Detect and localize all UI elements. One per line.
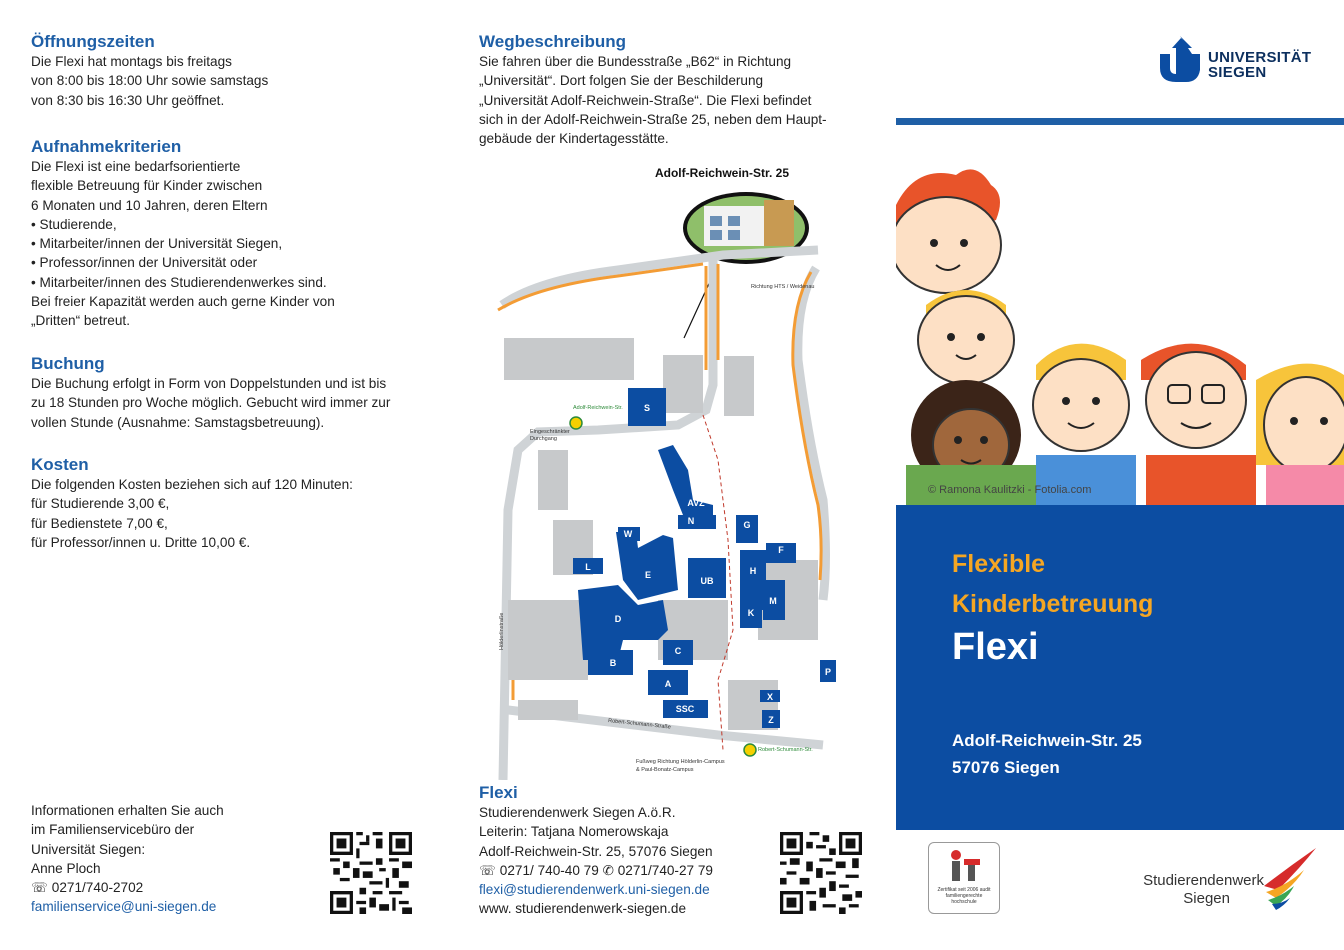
university-logo-icon	[1158, 36, 1202, 82]
criteria-line: Bei freier Kapazität werden auch gerne Kinder von	[31, 294, 335, 310]
info-line: Informationen erhalten Sie auch	[31, 803, 224, 818]
university-logo-text: UNIVERSITÄT	[1208, 49, 1312, 66]
criteria-bullet: • Mitarbeiter/innen des Studierendenwerkes sind.	[31, 273, 431, 292]
building-label: X	[766, 692, 774, 702]
costs-line: Die folgenden Kosten beziehen sich auf 120 Minuten:	[31, 477, 353, 492]
criteria-bullet: • Studierende,	[31, 215, 431, 234]
studierendenwerk-logo	[1134, 872, 1264, 908]
building-label: G	[743, 520, 751, 530]
footpath-label: & Paul-Bonatz-Campus	[636, 767, 694, 773]
children-illustration	[896, 165, 1344, 505]
booking-line: vollen Stunde (Ausnahme: Samstagsbetreuung).	[31, 414, 325, 430]
criteria-section	[31, 137, 431, 331]
map-door-label: Eingeschränkter	[530, 429, 570, 435]
building-label: E	[644, 570, 652, 580]
building-label: W	[623, 529, 633, 539]
criteria-line: Die Flexi ist eine bedarfsorientierte	[31, 159, 241, 174]
address-city: 57076 Siegen	[952, 758, 1060, 777]
costs-line: für Professor/innen u. Dritte 10,00 €.	[31, 534, 251, 550]
costs-line: für Bedienstete 7,00 €,	[31, 515, 168, 531]
panel-left	[0, 0, 448, 950]
address-street: Adolf-Reichwein-Str. 25	[952, 731, 1142, 750]
building-label: F	[778, 545, 784, 555]
directions-line: gebäude der Kindertagesstätte.	[479, 131, 669, 147]
bus-stop-icon	[570, 417, 582, 429]
qr-code-familienservice	[330, 832, 412, 914]
directions-line: „Universität Adolf-Reichwein-Straße“. Die Flexi befindet	[479, 92, 812, 108]
building-label: SSC	[675, 704, 695, 714]
building-label: AVZ	[687, 498, 705, 508]
opening-hours-section	[31, 32, 431, 110]
info-line: Anne Ploch	[31, 860, 101, 876]
building-label: D	[614, 614, 622, 624]
booking-line: zu 18 Stunden pro Woche möglich. Gebucht wird immer zur	[31, 395, 391, 411]
directions-section	[479, 32, 889, 148]
flexi-email-link[interactable]: flexi@studierendenwerk.uni-siegen.de	[479, 882, 710, 898]
building-label: M	[769, 596, 777, 606]
opening-line: Die Flexi hat montags bis freitags	[31, 54, 232, 69]
building-label: P	[824, 667, 832, 677]
studierendenwerk-logo-text: Siegen	[1183, 890, 1230, 907]
street-label: Hölderlinstraße	[499, 612, 505, 650]
flexi-contact-line: Leiterin: Tatjana Nomerowskaja	[479, 824, 669, 840]
criteria-list	[31, 215, 431, 292]
building-label: Z	[768, 715, 774, 725]
building-label: L	[585, 562, 591, 572]
subtitle-flexible: Flexible	[952, 550, 1046, 578]
bus-stop-icon	[744, 744, 756, 756]
panel-cover	[896, 0, 1344, 950]
title-panel	[896, 505, 1344, 830]
street-label: Robert-Schumann-Straße	[607, 718, 672, 731]
university-logo	[1158, 36, 1318, 86]
photo-credit: © Ramona Kaulitzki - Fotolia.com	[928, 484, 1092, 496]
booking-title: Buchung	[31, 354, 105, 373]
costs-title: Kosten	[31, 455, 89, 474]
audit-badge-text: Zertifikat seit 2006 audit familiengerechte hochschule	[937, 887, 991, 905]
building-label: K	[747, 608, 755, 618]
flexi-contact-line: Adolf-Reichwein-Str. 25, 57076 Siegen	[479, 843, 713, 859]
building-label: N	[687, 516, 695, 526]
studierendenwerk-logo-text: Studierendenwerk	[1143, 872, 1264, 889]
qr-code-studierendenwerk	[780, 832, 862, 914]
info-line: Universität Siegen:	[31, 841, 146, 857]
flexi-contact-section	[479, 783, 779, 919]
accent-bar	[896, 118, 1344, 125]
criteria-line: 6 Monaten und 10 Jahren, deren Eltern	[31, 197, 268, 213]
campus-map	[478, 160, 858, 780]
building-label: A	[664, 679, 672, 689]
directions-title: Wegbeschreibung	[479, 32, 627, 51]
criteria-bullet: • Professor/innen der Universität oder	[31, 253, 431, 272]
flexi-contact-line: Studierendenwerk Siegen A.ö.R.	[479, 805, 676, 820]
audit-logo-icon	[944, 849, 984, 883]
building-label: UB	[700, 576, 714, 586]
flexi-web-link[interactable]: www. studierendenwerk-siegen.de	[479, 901, 687, 917]
map-direction-label: Richtung HTS / Weidenau	[751, 284, 815, 290]
criteria-bullet: • Mitarbeiter/innen der Universität Siegen,	[31, 234, 431, 253]
building-label: B	[609, 658, 617, 668]
footpath-label: Fußweg Richtung Hölderlin-Campus	[636, 759, 725, 765]
costs-line: für Studierende 3,00 €,	[31, 496, 170, 512]
main-title: Flexi	[952, 626, 1039, 668]
criteria-line: „Dritten“ betreut.	[31, 313, 130, 329]
info-section	[31, 801, 291, 917]
directions-line: „Universität“. Dort folgen Sie der Beschilderung	[479, 73, 764, 89]
flexi-contact-title: Flexi	[479, 783, 518, 802]
bus-stop-label: Adolf-Reichwein-Str.	[573, 405, 623, 411]
building-label: H	[749, 566, 757, 576]
opening-line: von 8:00 bis 18:00 Uhr sowie samstags	[31, 73, 269, 89]
opening-line: von 8:30 bis 16:30 Uhr geöffnet.	[31, 92, 225, 108]
info-line: im Familienservicebüro der	[31, 822, 195, 838]
info-phone: ☏ 0271/740-2702	[31, 880, 144, 896]
panel-middle	[448, 0, 896, 950]
building-label: C	[674, 646, 682, 656]
costs-section	[31, 455, 431, 552]
map-door-label: Durchgang	[530, 436, 557, 442]
flexi-phone: ☏ 0271/ 740-40 79 ✆ 0271/740-27 79	[479, 862, 713, 878]
map-heading: Adolf-Reichwein-Str. 25	[654, 166, 790, 180]
directions-line: Sie fahren über die Bundesstraße „B62“ in Richtung	[479, 54, 792, 69]
opening-hours-title: Öffnungszeiten	[31, 32, 155, 51]
booking-line: Die Buchung erfolgt in Form von Doppelstunden und ist bis	[31, 376, 387, 391]
bus-stop-label: Robert-Schumann-Str.	[758, 747, 813, 753]
university-logo-text: SIEGEN	[1208, 64, 1267, 81]
info-email-link[interactable]: familienservice@uni-siegen.de	[31, 899, 217, 915]
subtitle-kinderbetreuung: Kinderbetreuung	[952, 590, 1154, 618]
criteria-line: flexible Betreuung für Kinder zwischen	[31, 178, 263, 194]
studierendenwerk-logo-icon	[1260, 846, 1318, 910]
booking-section	[31, 354, 431, 432]
criteria-title: Aufnahmekriterien	[31, 137, 182, 156]
building-label: S	[643, 403, 651, 413]
directions-line: sich in der Adolf-Reichwein-Straße 25, neben dem Haupt-	[479, 111, 827, 127]
audit-badge	[928, 842, 1000, 914]
